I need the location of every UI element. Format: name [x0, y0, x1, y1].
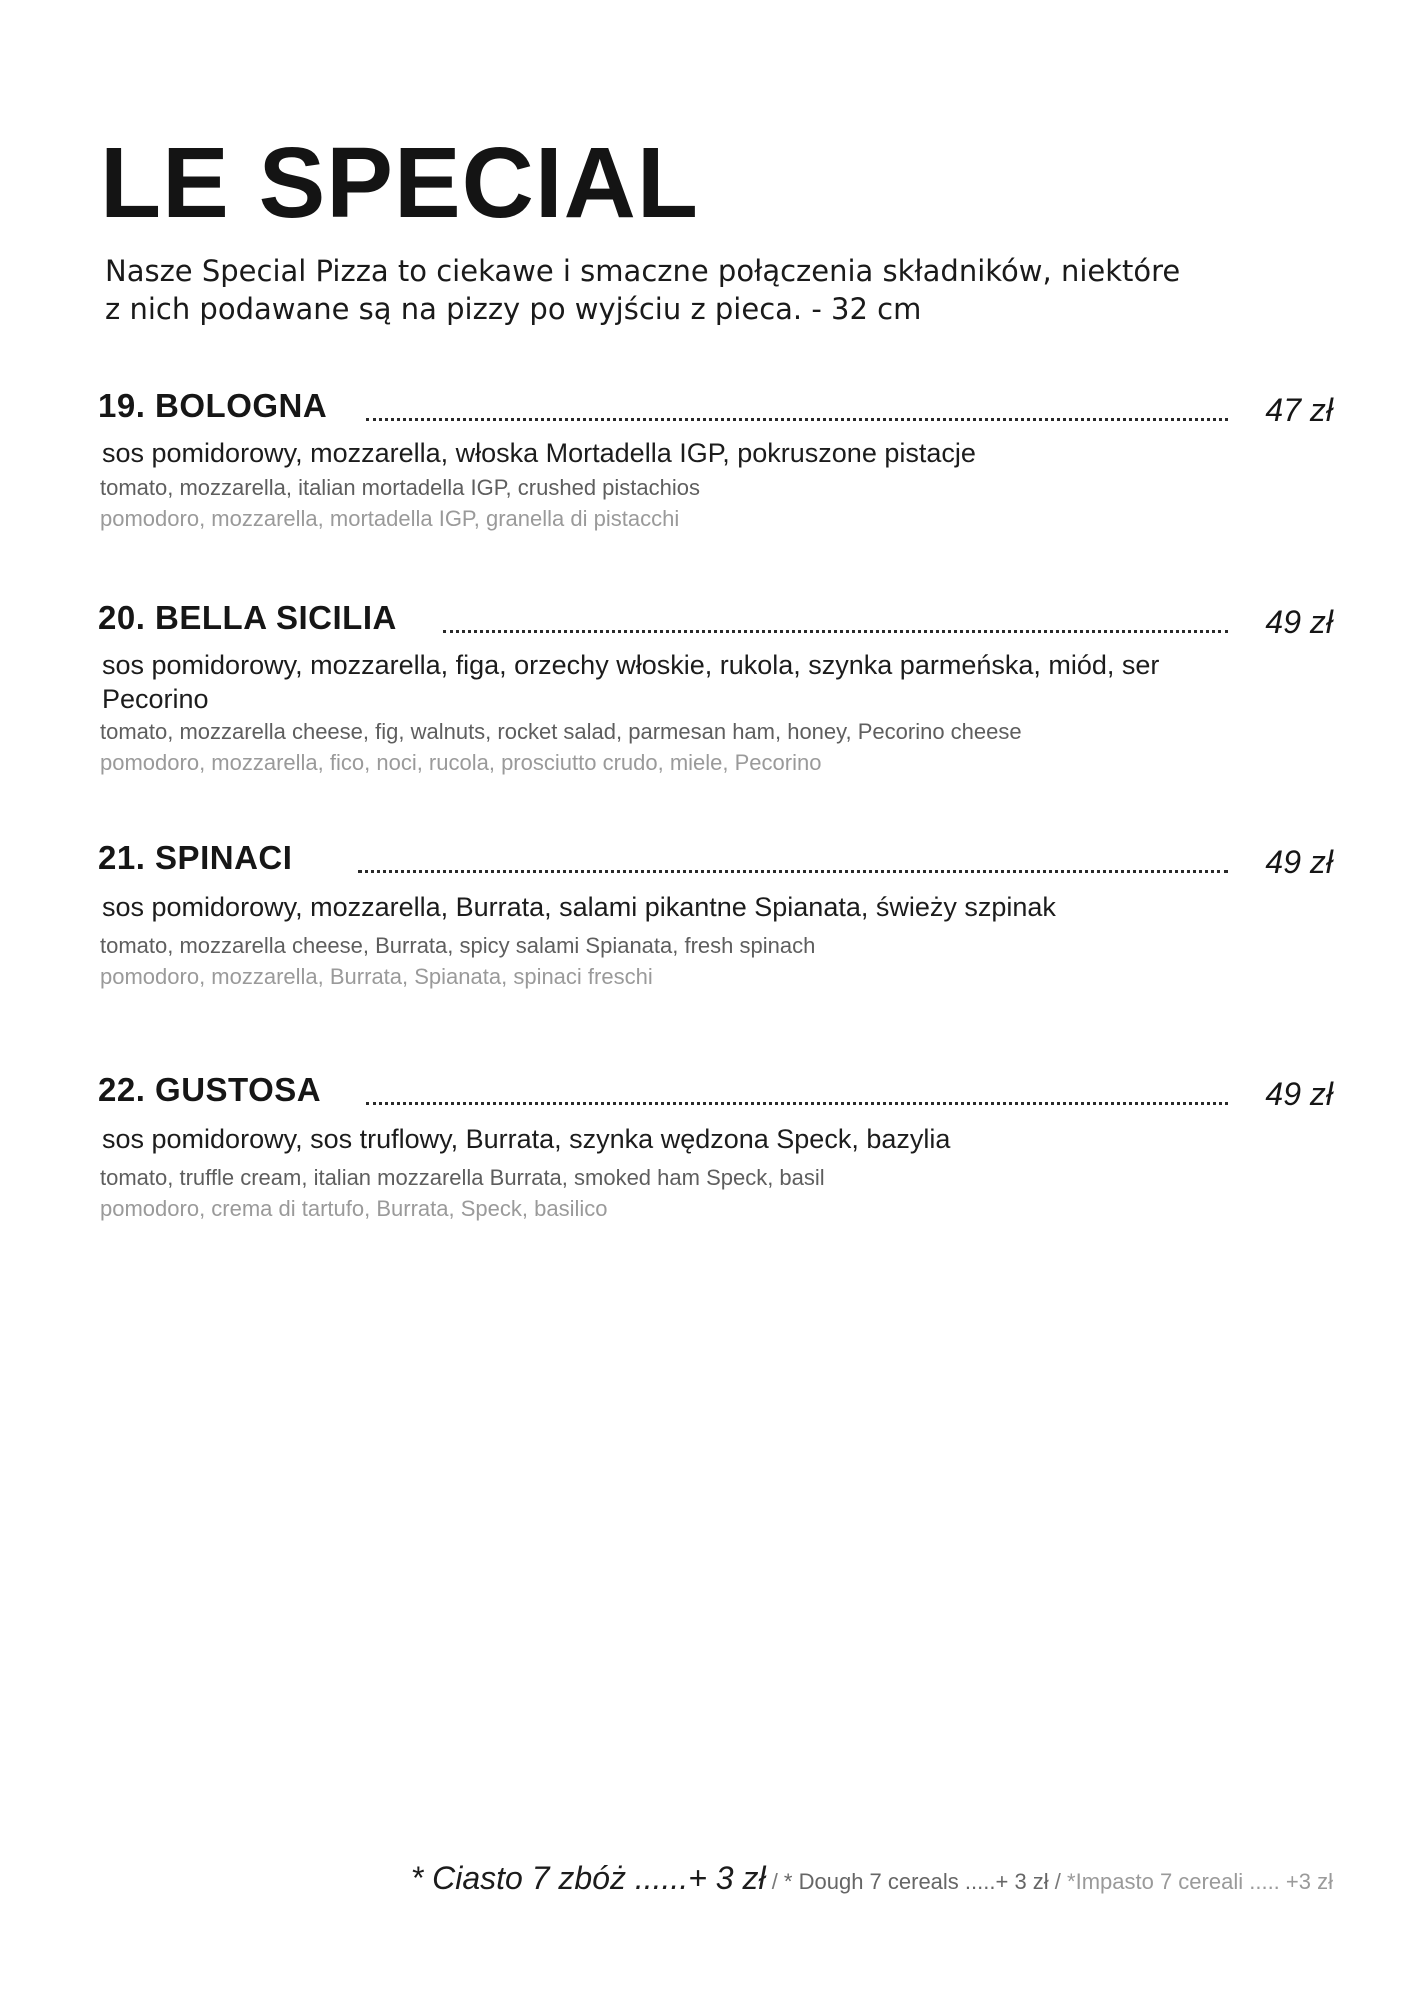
dotted-leader	[443, 630, 1228, 633]
menu-item-header	[98, 598, 1338, 642]
menu-item-price: 49 zł	[1265, 604, 1333, 640]
description-english: tomato, mozzarella cheese, fig, walnuts, rocket salad, parmesan ham, honey, Pecorino cheese	[100, 719, 1022, 744]
menu-item-price: 49 zł	[1265, 844, 1333, 880]
menu-item-header	[98, 838, 1338, 882]
menu-item-price: 47 zł	[1265, 392, 1333, 428]
menu-item-header	[98, 1070, 1338, 1114]
menu-item-bella-sicilia	[98, 598, 1338, 778]
description-polish: sos pomidorowy, mozzarella, Burrata, salami pikantne Spianata, świeży szpinak	[102, 892, 1056, 922]
description-italian: pomodoro, mozzarella, fico, noci, rucola, prosciutto crudo, miele, Pecorino	[100, 750, 822, 775]
description-english: tomato, truffle cream, italian mozzarella Burrata, smoked ham Speck, basil	[100, 1165, 825, 1190]
dotted-leader	[366, 418, 1228, 421]
menu-item-bologna	[98, 386, 1338, 534]
dough-option-polish: * Ciasto 7 zbóż ......+ 3 zł	[410, 1860, 766, 1896]
menu-item-name: 20. BELLA SICILIA	[98, 599, 397, 636]
dough-option-italian: *Impasto 7 cereali ..... +3 zł	[1067, 1869, 1333, 1894]
description-english: tomato, mozzarella cheese, Burrata, spicy salami Spianata, fresh spinach	[100, 933, 816, 958]
dotted-leader	[366, 1102, 1228, 1105]
dotted-leader	[358, 870, 1228, 873]
menu-item-name: 21. SPINACI	[98, 839, 293, 876]
separator: /	[1048, 1869, 1068, 1894]
separator: /	[765, 1869, 784, 1894]
menu-item-price: 49 zł	[1265, 1076, 1333, 1112]
description-polish: sos pomidorowy, sos truflowy, Burrata, szynka wędzona Speck, bazylia	[102, 1124, 951, 1154]
intro-line-2: z nich podawane są na pizzy po wyjściu z pieca. - 32 cm	[105, 292, 922, 326]
intro-text	[105, 252, 1265, 328]
intro-line-1: Nasze Special Pizza to ciekawe i smaczne połączenia składników, niektóre	[105, 254, 1181, 288]
description-english: tomato, mozzarella, italian mortadella IGP, crushed pistachios	[100, 475, 700, 500]
page-title: LE SPECIAL	[100, 127, 699, 239]
description-italian: pomodoro, mozzarella, Burrata, Spianata, spinaci freschi	[100, 964, 653, 989]
menu-item-gustosa	[98, 1070, 1338, 1224]
description-polish: sos pomidorowy, mozzarella, włoska Mortadella IGP, pokruszone pistacje	[102, 438, 976, 468]
dough-option-note	[411, 1860, 1333, 1897]
description-polish: sos pomidorowy, mozzarella, figa, orzechy włoskie, rukola, szynka parmeńska, miód, ser Pecorino	[102, 650, 1160, 714]
dough-option-english: * Dough 7 cereals .....+ 3 zł	[783, 1869, 1049, 1894]
menu-item-name: 22. GUSTOSA	[98, 1071, 322, 1108]
description-italian: pomodoro, crema di tartufo, Burrata, Speck, basilico	[100, 1196, 608, 1221]
description-italian: pomodoro, mozzarella, mortadella IGP, granella di pistacchi	[100, 506, 680, 531]
menu-item-spinaci	[98, 838, 1338, 992]
menu-item-header	[98, 386, 1338, 430]
menu-item-name: 19. BOLOGNA	[98, 387, 328, 424]
